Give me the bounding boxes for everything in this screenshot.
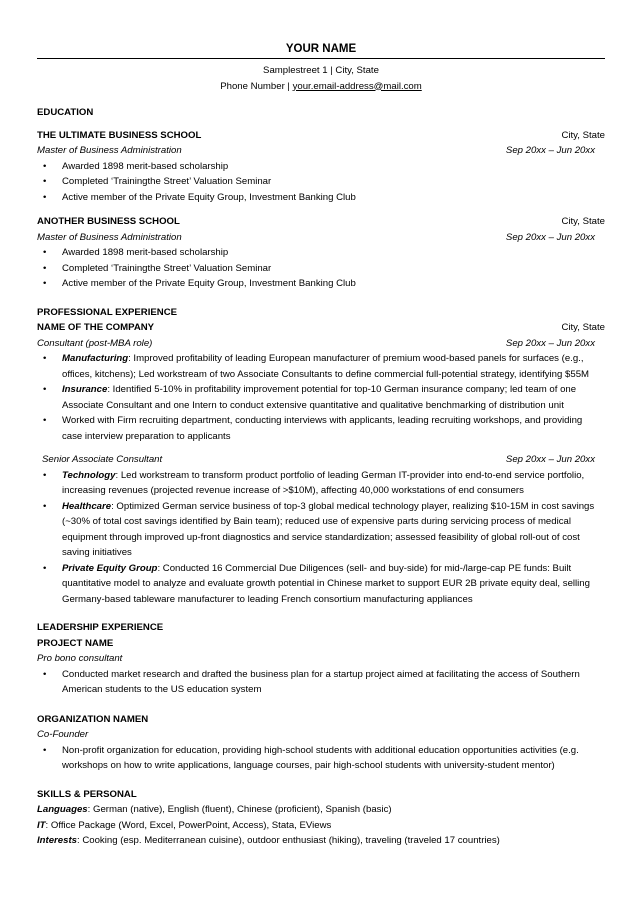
org-header	[37, 636, 605, 652]
bullet-text: Worked with Firm recruiting department, conducting interviews with applicants, leading recruiting workshops, and providing case interview preparation to applicants	[62, 415, 583, 442]
bullet-text: : Optimized German service business of top-3 global medical technology player, realizing $10-15M in cost savings (~30% of total cost savings identified by Bain team); reduced use of expensive parts during servicing process of medical equipment through improved up-front diagnostics and service standardization; assessed feasibility of global roll-out of cost saving initiatives	[62, 500, 595, 558]
org-bullets	[37, 667, 605, 698]
resume-name: YOUR NAME	[285, 43, 357, 55]
skill-line	[37, 802, 605, 818]
list-item	[37, 413, 605, 444]
list-item	[37, 468, 605, 499]
degree-dates: Sep 20xx – Jun 20xx	[505, 145, 595, 156]
bullet-label: Private Equity Group	[62, 562, 158, 574]
role-bullets	[37, 468, 605, 608]
bullet-text: : Conducted 16 Commercial Due Diligences (sell- and buy-side) for mid-/large-cap PE funds: Built quantitative model to analyze and evaluate growth potential in Chinese market to support EUR 2B private equity deal, selling Germany-based tableware manufacturer to leading French consortium manufacturing appliances	[62, 562, 590, 605]
school-entry	[37, 214, 605, 292]
skill-line	[37, 833, 605, 849]
bullet-text: : Led workstream to transform product portfolio of leading German IT-provider into end-to-end service portfolio, increasing revenues (projected revenue increase of >$10M), affecting 40,000 workstations of end consumers	[62, 469, 585, 496]
org-bullets	[37, 743, 605, 774]
bullet-label: Healthcare	[62, 500, 112, 512]
degree-row	[37, 230, 605, 246]
address-line: Samplestreet 1 | City, State	[263, 65, 379, 76]
list-item: • Active member of the Private Equity Group, Investment Banking Club	[37, 190, 605, 206]
school-header	[37, 128, 605, 144]
bullet-label: Insurance	[62, 384, 108, 395]
org-header	[37, 712, 605, 728]
school-location: City, State	[561, 216, 605, 227]
company-header	[37, 320, 605, 336]
role-row	[37, 651, 605, 667]
role-title: Consultant (post-MBA role)	[37, 337, 153, 349]
bullet-label: Technology	[62, 469, 116, 481]
school-name: THE ULTIMATE BUSINESS SCHOOL	[37, 129, 202, 141]
school-location: City, State	[561, 129, 605, 141]
role-row	[37, 336, 605, 352]
role-title: Senior Associate Consultant	[42, 454, 163, 465]
list-item: • Awarded 1898 merit-based scholarship	[37, 159, 605, 175]
list-item: • Active member of the Private Equity Group, Investment Banking Club	[37, 276, 605, 292]
degree-dates: Sep 20xx – Jun 20xx	[505, 231, 595, 243]
role-dates: Sep 20xx – Jun 20xx	[505, 454, 595, 465]
school-entry	[37, 128, 605, 206]
school-header	[37, 214, 605, 230]
role-row	[37, 727, 605, 743]
degree-title: Master of Business Administration	[37, 145, 182, 156]
org-name: ORGANIZATION NAMEN	[37, 713, 149, 725]
list-item: • Completed ‘Trainingthe Street’ Valuation Seminar	[37, 174, 605, 190]
role-row	[37, 452, 605, 468]
org-name: PROJECT NAME	[37, 637, 114, 649]
role-bullets	[37, 351, 605, 444]
list-item	[37, 499, 605, 561]
header-rule	[37, 58, 605, 59]
leadership-heading: LEADERSHIP EXPERIENCE	[37, 622, 164, 633]
bullet-label: Manufacturing	[62, 353, 129, 364]
education-heading: EDUCATION	[37, 107, 94, 118]
skill-label: IT	[37, 819, 46, 831]
list-item	[37, 382, 605, 413]
skill-text: : Office Package (Word, Excel, PowerPoint, Access), Stata, EViews	[45, 819, 332, 831]
list-item: • Conducted market research and drafted the business plan for a startup project aimed at facilitating the access of Southern American students to the US education system	[37, 667, 605, 698]
degree-row	[37, 143, 605, 159]
list-item: • Non-profit organization for education, providing high-school students with additional education opportunities activities (e.g. workshops on how to write applications, language courses, pair high-school students with university-student mentor)	[37, 743, 605, 774]
list-item	[37, 351, 605, 382]
skill-line	[37, 818, 605, 834]
role-title: Co-Founder	[37, 729, 89, 740]
school-name: ANOTHER BUSINESS SCHOOL	[37, 216, 180, 227]
role-dates: Sep 20xx – Jun 20xx	[505, 337, 595, 349]
skill-text: : German (native), English (fluent), Chinese (proficient), Spanish (basic)	[87, 804, 392, 815]
company-location: City, State	[561, 322, 605, 333]
skill-label: Interests	[37, 835, 77, 846]
degree-title: Master of Business Administration	[37, 231, 182, 243]
contact-line	[37, 79, 605, 95]
phone-text: Phone Number |	[220, 80, 293, 92]
bullet-text: : Identified 5-10% in profitability improvement potential for top-10 German insurance company; led team of one Associate Consultant and one Intern to conduct extensive quantitative and qualitative benchmarking of distribution unit	[62, 384, 577, 411]
skill-text: : Cooking (esp. Mediterranean cuisine), outdoor enthusiast (hiking), traveling (traveled 17 countries)	[77, 835, 500, 846]
role-title: Pro bono consultant	[37, 653, 123, 664]
experience-heading: PROFESSIONAL EXPERIENCE	[37, 306, 178, 318]
school-bullets	[37, 245, 605, 292]
skills-heading: SKILLS & PERSONAL	[37, 788, 137, 800]
email-link[interactable]: your.email-address@mail.com	[292, 80, 422, 92]
company-name: NAME OF THE COMPANY	[37, 322, 155, 333]
list-item: • Awarded 1898 merit-based scholarship	[37, 245, 605, 261]
bullet-text: : Improved profitability of leading European manufacturer of premium wood-based panels for surfaces (e.g., offices, kitchens); Led workstream of two Associate Consultants to define commercial full-potential strategy, identifying $55M	[62, 353, 590, 380]
list-item: • Completed ‘Trainingthe Street’ Valuation Seminar	[37, 261, 605, 277]
skill-label: Languages	[37, 804, 88, 815]
list-item	[37, 561, 605, 608]
school-bullets	[37, 159, 605, 206]
